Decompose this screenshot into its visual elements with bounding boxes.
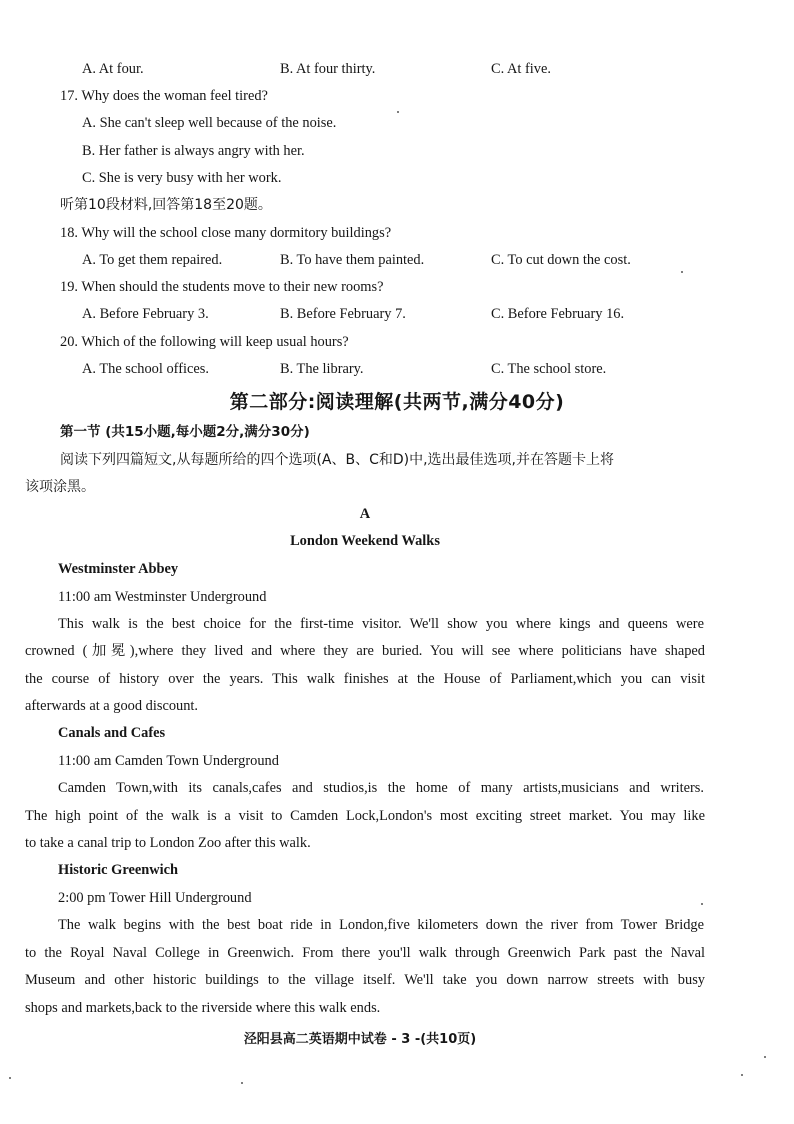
walk-name: Historic Greenwich (58, 862, 179, 878)
q19-option-a: A. Before February 3. (82, 306, 209, 322)
q18-question: 18. Why will the school close many dormitory buildings? (60, 225, 392, 241)
section1-heading: 第一节 (共15小题,每小题2分,满分30分) (60, 424, 310, 440)
walk-text-line: the course of history over the years. This walk finishes at the House of Parliament,which you can visit (25, 671, 705, 687)
walk-text-line: Museum and other historic buildings to the village itself. We'll take you down narrow streets with busy (25, 972, 705, 988)
page-footer: 泾阳县高二英语期中试卷 - 3 -(共10页) (243, 1032, 477, 1047)
walk-text-line: shops and markets,back to the riverside where this walk ends. (25, 1000, 381, 1016)
q20-option-b: B. The library. (280, 361, 364, 377)
q18-option-a: A. To get them repaired. (82, 252, 223, 268)
q17-question: 17. Why does the woman feel tired? (60, 88, 268, 104)
q19-option-c: C. Before February 16. (491, 306, 625, 322)
q16-option-a: A. At four. (82, 61, 144, 77)
listening-instruction: 听第10段材料,回答第18至20题。 (60, 197, 272, 213)
walk-text-line: Camden Town,with its canals,cafes and studios,is the home of many artists,musicians and writers. (58, 780, 704, 796)
passage-title: London Weekend Walks (290, 533, 440, 549)
scan-speck (701, 903, 703, 905)
scan-speck (764, 1056, 766, 1058)
walk-text-line: to the Royal Naval College in Greenwich. From there you'll walk through Greenwich Park past the Naval (25, 945, 705, 961)
walk-text-line: crowned (加冕),where they lived and where they are buried. You will see where politicians have shaped (25, 643, 705, 659)
q19-question: 19. When should the students move to their new rooms? (60, 279, 384, 295)
walk-text-line: The high point of the walk is a visit to Camden Lock,London's most exciting street market. You may like (25, 808, 705, 824)
walk-name: Canals and Cafes (58, 725, 166, 741)
q20-option-a: A. The school offices. (82, 361, 209, 377)
scan-speck (681, 271, 683, 273)
scan-speck (241, 1082, 243, 1084)
q19-option-b: B. Before February 7. (280, 306, 406, 322)
walk-text-line: The walk begins with the best boat ride in London,five kilometers down the river from Tower Bridge (58, 917, 704, 933)
passage-letter: A (359, 506, 371, 522)
walk-time: 11:00 am Westminster Underground (58, 589, 267, 605)
q17-option-a: A. She can't sleep well because of the noise. (82, 115, 337, 131)
walk-name: Westminster Abbey (58, 561, 179, 577)
scan-speck (397, 111, 399, 113)
q17-option-c: C. She is very busy with her work. (82, 170, 282, 186)
walk-text-line: afterwards at a good discount. (25, 698, 199, 714)
q18-option-b: B. To have them painted. (280, 252, 425, 268)
walk-text-line: This walk is the best choice for the first-time visitor. We'll show you where kings and queens were (58, 616, 704, 632)
walk-time: 11:00 am Camden Town Underground (58, 753, 279, 769)
scan-speck (741, 1074, 743, 1076)
reading-intro-line2: 该项涂黑。 (25, 479, 95, 495)
reading-intro-line1: 阅读下列四篇短文,从每题所给的四个选项(A、B、C和D)中,选出最佳选项,并在答题卡上将 (60, 452, 615, 468)
q16-option-c: C. At five. (491, 61, 551, 77)
q20-question: 20. Which of the following will keep usual hours? (60, 334, 349, 350)
q20-option-c: C. The school store. (491, 361, 607, 377)
scan-speck (9, 1077, 11, 1079)
part2-title: 第二部分:阅读理解(共两节,满分40分) (229, 391, 565, 413)
q17-option-b: B. Her father is always angry with her. (82, 143, 305, 159)
q16-option-b: B. At four thirty. (280, 61, 376, 77)
walk-text-line: to take a canal trip to London Zoo after this walk. (25, 835, 311, 851)
walk-time: 2:00 pm Tower Hill Underground (58, 890, 252, 906)
q18-option-c: C. To cut down the cost. (491, 252, 631, 268)
